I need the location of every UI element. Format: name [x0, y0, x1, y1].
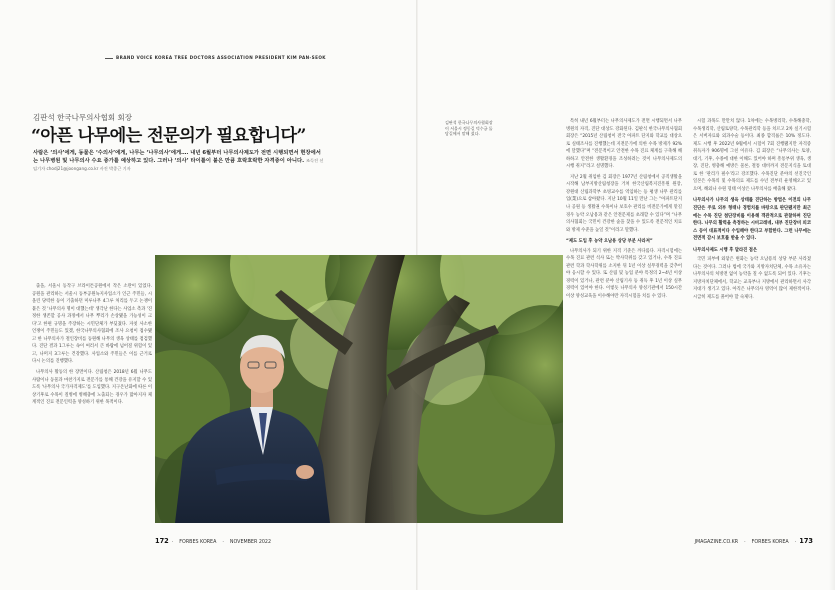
body-column-3 — [693, 118, 811, 528]
body-column-2 — [566, 118, 682, 528]
section-kicker: BRAND VOICE KOREA TREE DOCTORS ASSOCIATION PRESIDENT KIM PAN-SEOK — [105, 55, 326, 60]
body-paragraph: 국민 피부에 와닿은 변화는 농약 오남용의 상당 부분 사라졌다는 것이다. 그러나 법에 국가와 지방자치단체, 수목 소유자는 나무의사의 처방전 없이 농약을 칠 수 없도록 되어 있다. 기후는 지방자치단체에서, 학교는 교육부나 지방에서 관리하면서 사각지대가 생기고 있다. 아직은 나무의사 영역이 많이 제한적이다. 시급히 제도를 풀어야 할 숙제다. — [693, 257, 811, 301]
right-magazine-name: FORBES KOREA — [751, 540, 789, 545]
right-site-url: JMAGAZINE.CO.KR — [694, 540, 739, 545]
body-paragraph: 나무의사 활동의 한 장면이다. 산림청은 2018년 6월 나무도 사람이나 동물과 마찬가지로 전문가를 통해 건강을 유지할 수 있도록 '나무의사 국가자격제도'를 도입했다. 지구온난화에 따른 이상기후로 수목이 질병에 병해충에 노출되는 경우가 많아지자 체계적인 진료 전문인력을 양성하기 위한 목적이다. — [32, 370, 152, 406]
article-headline: “아픈 나무에는 전문의가 필요합니다” — [31, 126, 306, 146]
body-paragraph: 지난 2월 취임한 김 회장은 1977년 산림청에서 공직생활을 시작해 남부지방산림청장을 거쳐 한국산림복지진흥원 원장, 강원대 산림과학부 초빙교수를 역임하는 등 평생 나무 관리를 업(業)으로 삼아왔다. 지난 10월 11일 만난 그는 “아파트단지나 공원 등 생활권 수목이나 보호수 관리를 비전문가에게 맡길 경우 농약 오남용과 같은 안전문제를 초래할 수 있다”며 “나무의사협회는 국민이 건강한 숲을 찾을 수 있도록 전문적인 치료와 방제 수준을 높일 것”이라고 말했다. — [566, 174, 682, 233]
left-page-number: 172 — [155, 537, 169, 545]
portrait-illustration — [155, 255, 563, 523]
body-column-1 — [32, 283, 152, 518]
left-folio: 172 · FORBES KOREA · NOVEMBER 2022 — [155, 537, 272, 545]
left-issue-date: NOVEMBER 2022 — [229, 540, 272, 545]
right-page-number: 173 — [799, 537, 813, 545]
body-paragraph: 나무의사가 되기 위한 지격 기준은 까다롭다. 자격시험에는 수목 진료 관련 석사 또는 박사학위를 갖고 있거나, 수목 진료 관련 학과 학사학위를 소지한 뒤 1년 이상 실무경력을 갖추어야 응시할 수 있다. 또 산림 및 농업 분야 특정의 2~4년 이상 경력이 있거나, 관련 분야 산림기사 등 취득 후 1년 이상 실무 경력이 있어야 한다. 이렇듯 나무의사 양성기관에서 150시간 이상 양성교육을 이수해야만 자격시험을 치를 수 있다. — [566, 248, 682, 300]
body-paragraph: 시험 과목도 만만치 않다. 1차에는 수목병리학, 수목해충학, 수목생리학, 산림토양학, 수목관리학 등을 치르고 2차 실기시험은 서버자료와 외과수술 등이다. 최종 합격률은 10% 정도다. 제도 시행 후 2022년 9월에서 시험이 7회 진행됐지만 자격증 취득자가 906명에 그친 이유다. 김 회장은 “나무의사는 토양, 대기, 기후, 수종에 대한 이해도 있어야 하며 흥통부위 생육, 생장, 진단, 병충해 예방은 물론, 철통 대비까지 전문지식을 토대로 한 ‘관리가 필수’라고 강조했다. 수목진단 분야의 선진국인 일본은 수목의 및 수목의료 제도를 수년 전부터 운영해오고 있으며, 해외나 수원 형태 이상은 나무의사를 배출해 왔다. — [693, 119, 811, 192]
scan-edge-shadow — [829, 0, 835, 590]
body-paragraph: 특히 내년 6월부터는 나무의사제도가 전면 시행되면서 나무병원의 자격, 진단 대상도 강화된다. 김판석 한국나무의사협회 회장은 “2015년 산림청이 전국 아파트 단지와 학교를 대상으로 실태조사를 진행했는데 지전문가에 의한 수목 방제가 92%에 달했다”며 “전문적이고 안전한 수목 진료 체계를 구축해 해하하고 안전한 생활환경을 조성하려는 것이 나무의사제도의 시행 취지”라고 설명했다. — [566, 119, 682, 170]
article-lead — [33, 149, 325, 174]
section-heading: “제도 도입 후 농약 오남용 상당 부분 사라져” — [566, 239, 653, 245]
lead-text: 사람은 ‘의사’에게, 동물은 ‘수의사’에게, 나무는 ‘나무의사’에게…. 내년 6월부터 나무의사제도가 전면 시행되면서 현장에서는 나무병원 및 나무의사 수요 증가를 예상하고 있다. 그러나 ‘의사’ 타이틀이 붙은 만큼 호락호락한 자격증이 아니다. — [33, 150, 321, 165]
article-byline: 조득진 선임기자 chodj21@joongang.co.kr 사진 박종근 기자 — [33, 158, 324, 172]
article-subtitle: 김판석 한국나무의사협회 회장 — [33, 113, 132, 122]
body-paragraph: 출을, 서울시 동작구 브라이튼공원에서 작은 소란이 있었다. 공원을 관리하는 서울시 동부공원녹지사업소가 인근 주민들, 시 올린 당력한 등이 기출하던 미루나무 4그루 처리를 두고 논쟁이 붙은 것 '나무의사 명이 대했는데' 생각난 한다는 사업소 측과 '진정한 생존할 공사 과정에서 나무 뿌리가 손상됐을 가능성이 크다'고 한편 규명을 주장하는 시민단체가 부딪쳤다. 자칫 사소한 언쟁이 주민들도 있겠, 한국나무의사협회에 조사 요청이 접수됐고 한 나무의사가 철인장비를 동원해 나무의 생육 상태를 점검했다. 진단 결과 1그루는 속이 여러서 큰 바람에 넘어질 위험이 있고, 나머지 3그루는 건강했다. 사업소와 주민들은 이를 근거로 다시 논의를 진행했다. — [32, 284, 152, 365]
section-heading: 나무의사가 나무의 생육 상태를 진단하는 방법은 이전의 나무 진단은 주로 외부 형태나 경험치를 바탕으로 판단됐지만 최근에는 수목 진단 첨단장비를 이용해 객관적으로 관찰하며 진단한다. 나무의 활력을 측정하는 시비고레네, 내부 진단장비 피코스 등이 대표적이다 수입해야 한다고 부합한다. 그런 나무에는 전면적 감시 보호를 받을 수 있다. — [693, 198, 811, 242]
portrait-photo — [155, 255, 563, 523]
section-heading: 나무의사제도 시행 후 달라진 점은 — [693, 247, 758, 253]
left-magazine-name: FORBES KOREA — [179, 540, 217, 545]
right-folio: JMAGAZINE.CO.KR · FORBES KOREA · 173 — [694, 537, 813, 545]
photo-caption: 김판석 한국나무의사협회장이 서울시 정동길 덕수궁 돌담길에서 말해 섰다. — [445, 120, 493, 137]
